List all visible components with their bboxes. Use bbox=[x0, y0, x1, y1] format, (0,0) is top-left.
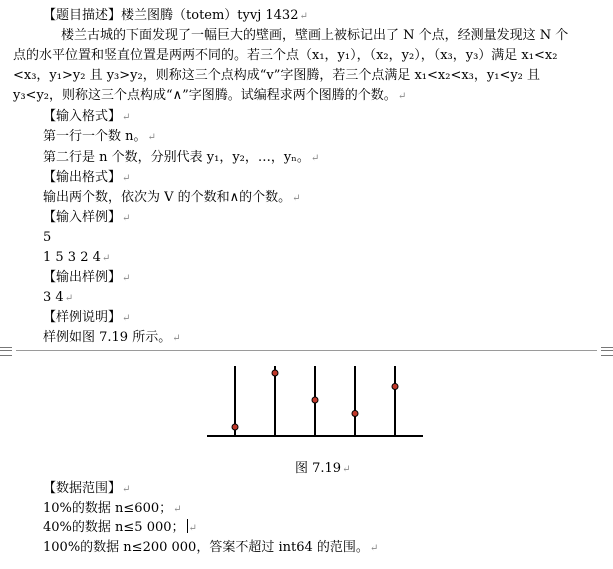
problem-title: 楼兰图腾（totem）tyvj 1432 bbox=[121, 8, 299, 23]
output-format-line bbox=[43, 188, 301, 208]
page-break-left-icon bbox=[0, 347, 12, 356]
input-sample-heading bbox=[43, 208, 130, 228]
figure-point bbox=[392, 384, 398, 390]
description-text: 楼兰古城的下面发现了一幅巨大的壁画，壁画上被标记出了 N 个点，经测量发现这 N 个 bbox=[61, 28, 569, 43]
section-heading: 【输入样例】 bbox=[43, 210, 122, 225]
data-range-line bbox=[43, 538, 378, 558]
description-line bbox=[61, 26, 568, 46]
input-sample-line bbox=[43, 248, 110, 268]
description-text: <x₃，y₁>y₂ 且 y₃>y₂，则称这三个点构成“v”字图腾，若三个点满足 x₁<x₂<x₃，y₁<y₂ 且 bbox=[13, 68, 541, 83]
page-break bbox=[0, 347, 613, 355]
paragraph-mark-icon: ↵ bbox=[397, 91, 407, 102]
data-range-line bbox=[43, 518, 197, 538]
body-text: 100%的数据 n≤200 000，答案不超过 int64 的范围。 bbox=[43, 540, 369, 555]
problem-header bbox=[43, 6, 308, 26]
page-break-right-icon bbox=[601, 347, 613, 356]
paragraph-mark-icon: ↵ bbox=[147, 132, 156, 143]
caption-text: 图 7.19 bbox=[295, 461, 342, 476]
input-sample-line bbox=[43, 228, 51, 248]
body-text: 10%的数据 n≤600； bbox=[43, 501, 173, 516]
figure-7-19 bbox=[195, 360, 445, 464]
paragraph-mark-icon: ↵ bbox=[299, 11, 308, 22]
data-range-heading bbox=[43, 479, 130, 499]
paragraph-mark-icon: ↵ bbox=[173, 504, 182, 515]
paragraph-mark-icon: ↵ bbox=[101, 253, 111, 264]
section-heading: 【数据范围】 bbox=[43, 481, 122, 496]
output-sample-heading bbox=[43, 268, 130, 288]
sample-text: 3 4 bbox=[43, 290, 64, 305]
paragraph-mark-icon: ↵ bbox=[64, 293, 74, 304]
page-break-line bbox=[16, 350, 597, 351]
body-text: 第一行一个数 n。 bbox=[43, 129, 147, 144]
description-line bbox=[13, 86, 406, 106]
body-text: 样例如图 7.19 所示。 bbox=[43, 330, 172, 345]
figure-caption bbox=[295, 459, 350, 479]
paragraph-mark-icon: ↵ bbox=[369, 543, 379, 554]
paragraph-mark-icon: ↵ bbox=[310, 153, 320, 164]
section-heading: 【样例说明】 bbox=[43, 310, 122, 325]
output-format-heading bbox=[43, 168, 130, 188]
input-format-line bbox=[43, 127, 156, 147]
figure-point bbox=[272, 370, 278, 376]
figure-point bbox=[312, 397, 318, 403]
input-format-heading bbox=[43, 107, 130, 127]
output-sample-line bbox=[43, 288, 73, 308]
section-heading: 【题目描述】 bbox=[43, 8, 122, 23]
paragraph-mark-icon: ↵ bbox=[292, 193, 301, 204]
figure-point bbox=[352, 411, 358, 417]
sample-note-heading bbox=[43, 308, 130, 328]
paragraph-mark-icon: ↵ bbox=[122, 313, 131, 324]
figure-point bbox=[232, 424, 238, 430]
text-cursor bbox=[187, 519, 188, 533]
description-text: y₃<y₂，则称这三个点构成“∧”字图腾。试编程求两个图腾的个数。 bbox=[13, 88, 397, 103]
section-heading: 【输入格式】 bbox=[43, 109, 122, 124]
paragraph-mark-icon: ↵ bbox=[342, 464, 351, 475]
body-text: 第二行是 n 个数，分别代表 y₁，y₂，…，yₙ。 bbox=[43, 150, 310, 165]
sample-text: 5 bbox=[43, 230, 52, 245]
totem-figure bbox=[195, 360, 445, 460]
data-range-line bbox=[43, 499, 182, 519]
section-heading: 【输出样例】 bbox=[43, 270, 122, 285]
paragraph-mark-icon: ↵ bbox=[122, 213, 131, 224]
description-line bbox=[13, 46, 557, 66]
paragraph-mark-icon: ↵ bbox=[172, 333, 181, 344]
paragraph-mark-icon: ↵ bbox=[122, 112, 131, 123]
paragraph-mark-icon: ↵ bbox=[188, 523, 197, 534]
paragraph-mark-icon: ↵ bbox=[122, 484, 131, 495]
paragraph-mark-icon: ↵ bbox=[122, 273, 131, 284]
body-text: 40%的数据 n≤5 000； bbox=[43, 520, 185, 535]
section-heading: 【输出格式】 bbox=[43, 170, 122, 185]
sample-text: 1 5 3 2 4 bbox=[43, 250, 101, 265]
input-format-line bbox=[43, 148, 319, 168]
body-text: 输出两个数，依次为 V 的个数和∧的个数。 bbox=[43, 190, 292, 205]
sample-note-line bbox=[43, 328, 181, 348]
description-line bbox=[13, 66, 540, 86]
description-text: 点的水平位置和竖直位置是两两不同的。若三个点（x₁，y₁），（x₂，y₂），（x₃，y₃）满足 x₁<x₂ bbox=[13, 48, 558, 63]
paragraph-mark-icon: ↵ bbox=[122, 173, 131, 184]
